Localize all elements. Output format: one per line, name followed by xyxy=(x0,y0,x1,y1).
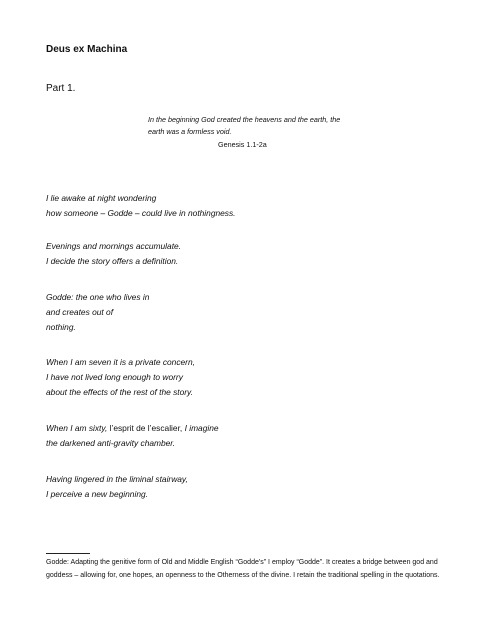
stanza-line: I perceive a new beginning. xyxy=(46,489,148,499)
stanza-2 xyxy=(46,239,181,269)
epigraph-line: In the beginning God created the heavens and the earth, the xyxy=(148,115,341,124)
stanza-1 xyxy=(46,191,236,221)
epigraph-line: earth was a formless void. xyxy=(148,127,232,136)
stanza-line xyxy=(46,421,219,436)
stanza-line: about the effects of the rest of the story. xyxy=(46,387,193,397)
epigraph-reference: Genesis 1.1-2a xyxy=(218,140,267,149)
stanza-line: Evenings and mornings accumulate. xyxy=(46,241,182,251)
stanza-line: the darkened anti-gravity chamber. xyxy=(46,438,176,448)
stanza-line: I decide the story offers a definition. xyxy=(46,256,179,266)
stanza-line: I lie awake at night wondering xyxy=(46,193,157,203)
stanza-line: Having lingered in the liminal stairway, xyxy=(46,474,188,484)
stanza-6 xyxy=(46,472,188,502)
stanza-line: nothing. xyxy=(46,322,76,332)
part-heading: Part 1. xyxy=(46,83,76,94)
stanza-3 xyxy=(46,290,149,335)
stanza-5 xyxy=(46,421,219,451)
stanza-line: how someone – Godde – could live in nothingness. xyxy=(46,208,236,218)
footnote: Godde: Adapting the genitive form of Old and Middle English “Godde’s” I employ “Godde”. It creates a bridge between god and goddess – allowing for, one hopes, an openness to the Otherness of the divine. I retain the traditional spelling in the quotations. xyxy=(46,559,440,579)
stanza-4 xyxy=(46,355,195,400)
document-title: Deus ex Machina xyxy=(46,44,128,55)
stanza-line-part: When I am sixty, xyxy=(46,423,110,433)
stanza-line: I have not lived long enough to worry xyxy=(46,372,183,382)
stanza-line-part: I imagine xyxy=(184,423,219,433)
epigraph xyxy=(148,114,448,138)
stanza-line-roman-phrase: l’esprit de l’escalier, xyxy=(109,423,185,433)
stanza-line: When I am seven it is a private concern, xyxy=(46,357,195,367)
stanza-line: Godde: the one who lives in xyxy=(46,292,150,302)
stanza-line: and creates out of xyxy=(46,307,114,317)
footnote-separator xyxy=(46,553,90,554)
